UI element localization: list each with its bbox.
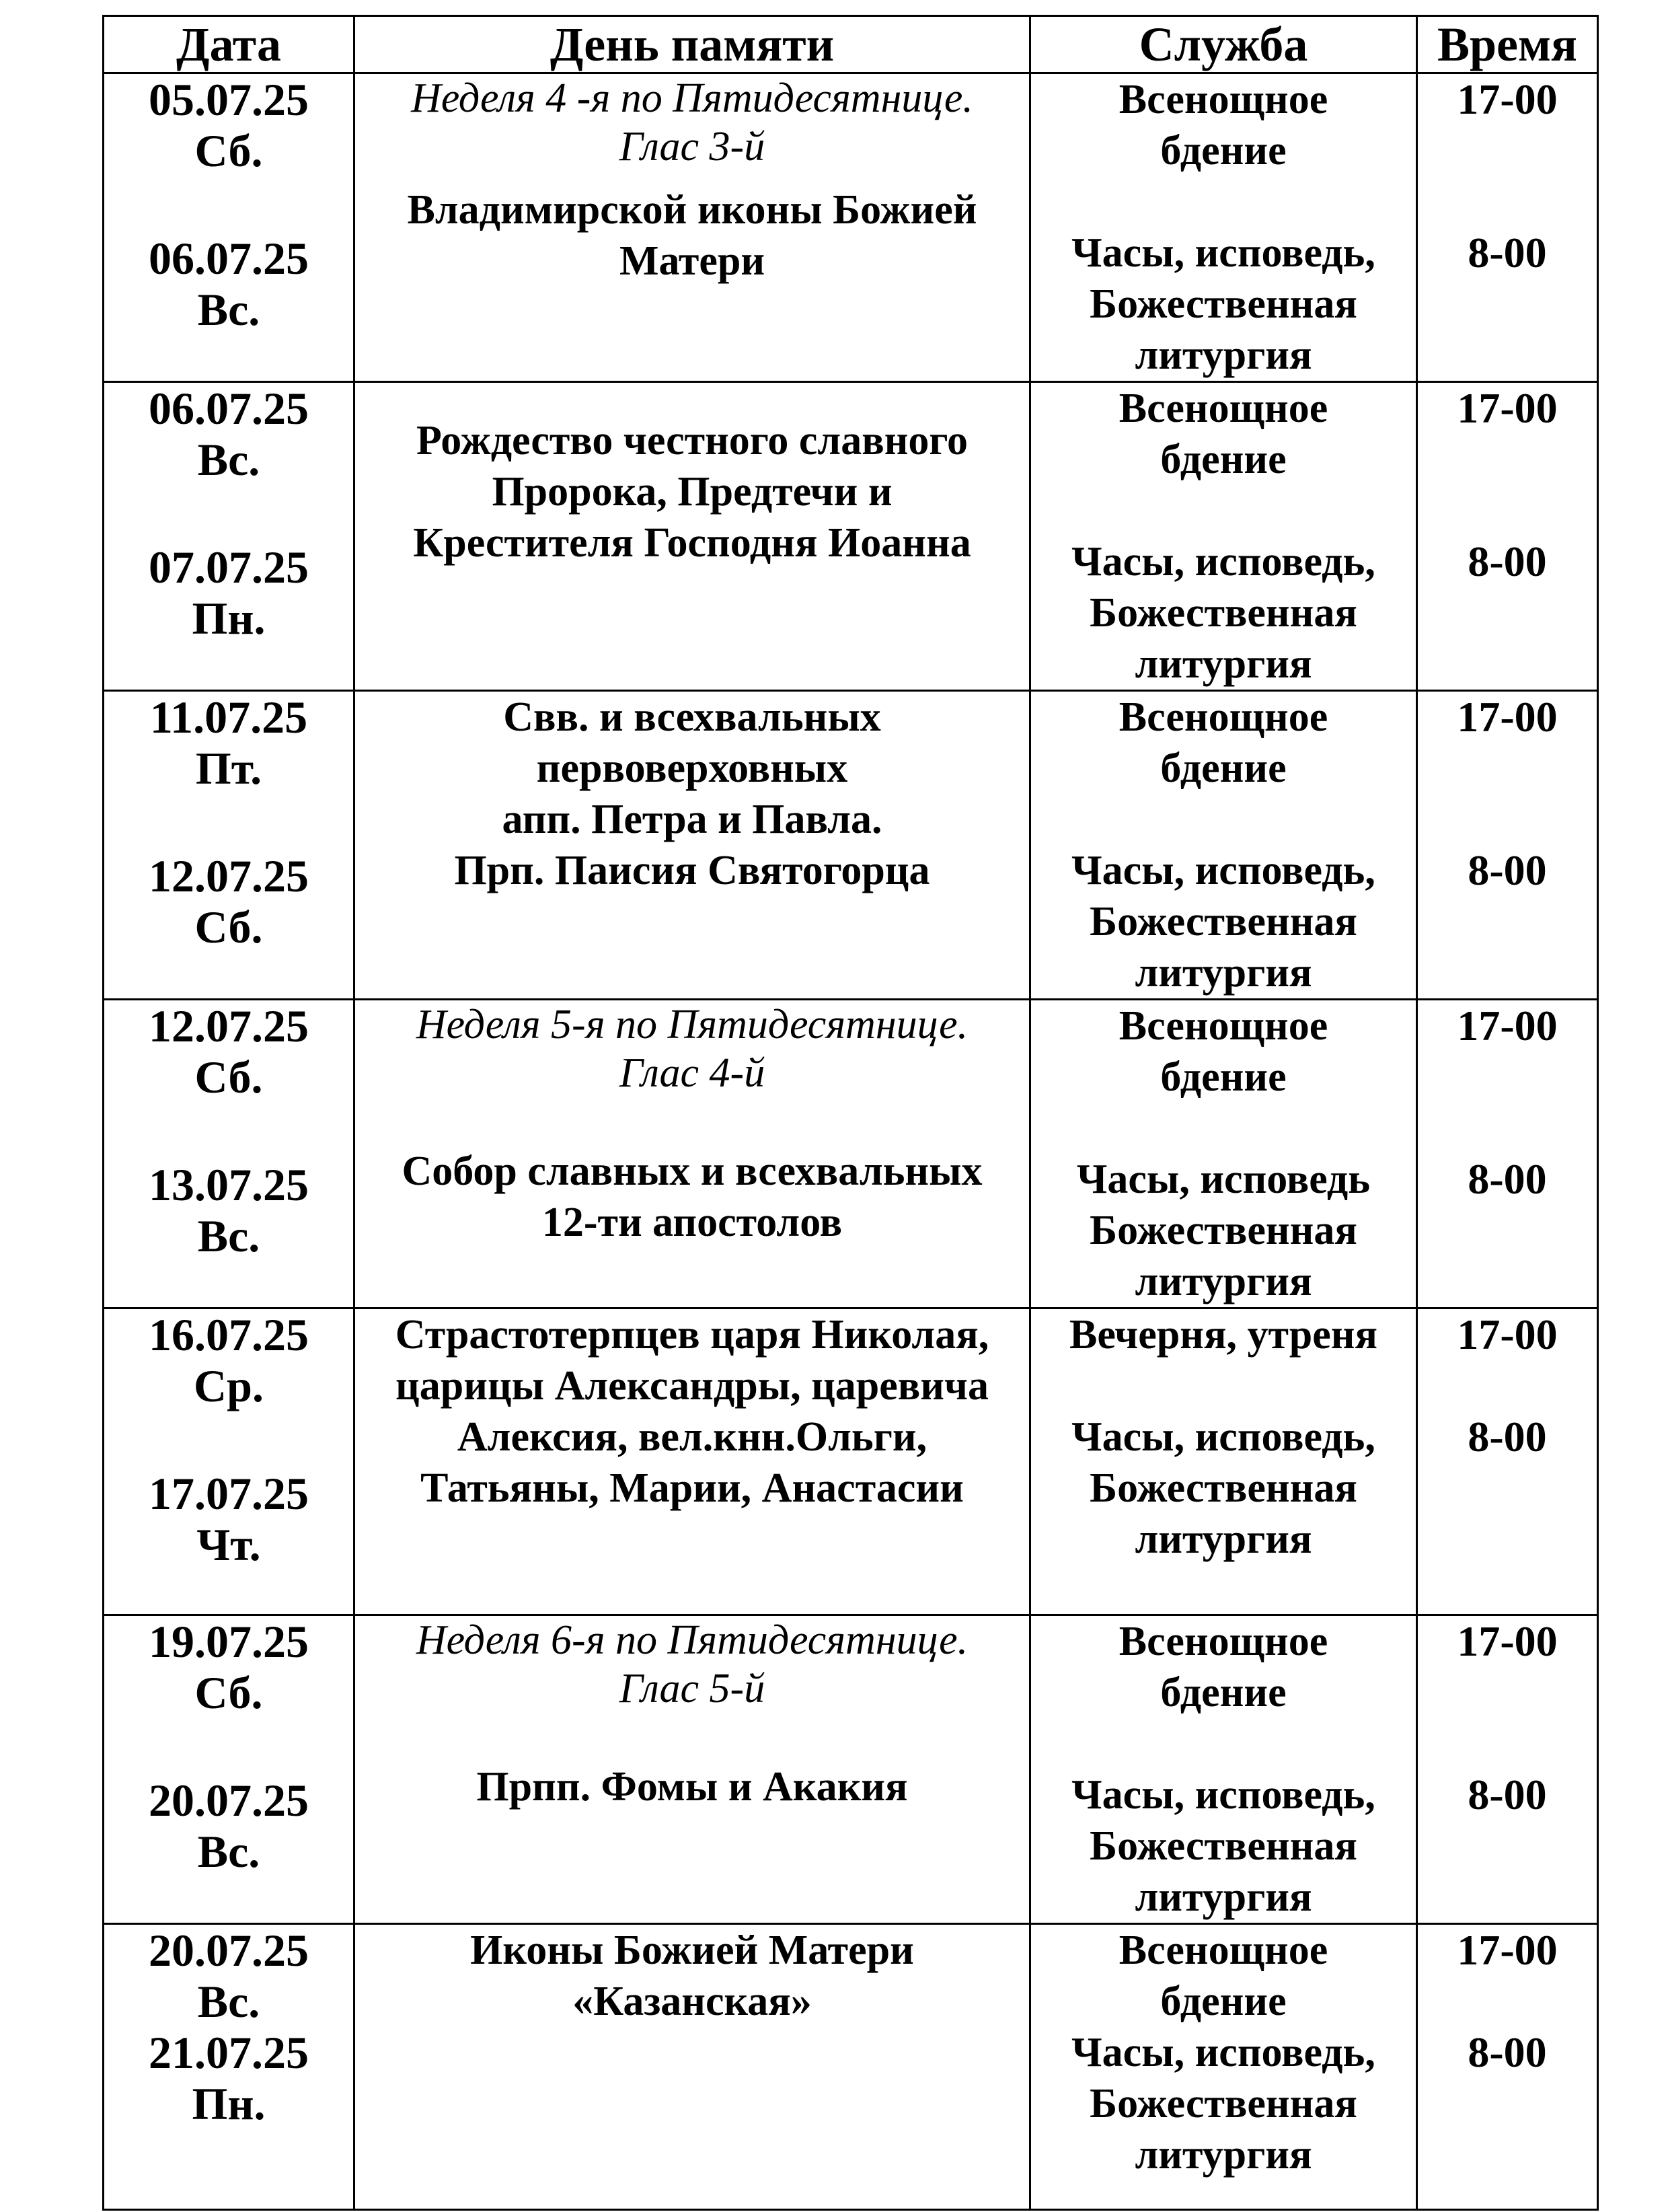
- week-note: Неделя 4 -я по Пятидесятнице.: [411, 75, 973, 121]
- spacer: [1031, 1360, 1416, 1411]
- date-cell: [104, 73, 354, 382]
- weekday-value: Чт.: [196, 1519, 261, 1570]
- date-value: 06.07.25: [149, 233, 309, 284]
- service-morning: Божественная: [1090, 899, 1357, 945]
- spacer: [1418, 1360, 1597, 1411]
- weekday-value: Сб.: [194, 901, 263, 953]
- table-row: [104, 1000, 1598, 1308]
- service-morning: Божественная: [1090, 2081, 1357, 2127]
- time-cell: [1417, 1615, 1598, 1924]
- table-row: [104, 1308, 1598, 1615]
- date-value: 19.07.25: [149, 1616, 309, 1667]
- spacer: [355, 1097, 1029, 1146]
- weekday-value: Ср.: [194, 1360, 264, 1411]
- day-cell: [354, 1308, 1030, 1615]
- weekday-value: Вс.: [197, 434, 260, 485]
- weekday-value: Пт.: [195, 743, 262, 794]
- feast-name: Иконы Божией Матери: [470, 1927, 914, 1973]
- feast-name: царицы Александры, царевича: [395, 1363, 989, 1409]
- time-morning: 8-00: [1468, 538, 1547, 585]
- date-value: 17.07.25: [149, 1468, 309, 1519]
- service-morning: литургия: [1135, 2132, 1312, 2178]
- date-value: 21.07.25: [149, 2027, 309, 2078]
- day-cell: [354, 1000, 1030, 1308]
- date-cell: [104, 691, 354, 1000]
- date-cell: [104, 1615, 354, 1924]
- service-evening: Вечерня, утреня: [1069, 1312, 1378, 1358]
- date-value: 20.07.25: [149, 1925, 309, 1976]
- table-row: [104, 1615, 1598, 1924]
- service-evening: бдение: [1160, 745, 1287, 791]
- feast-name: Собор славных и всехвальных: [402, 1148, 983, 1194]
- service-evening: бдение: [1160, 1670, 1287, 1716]
- service-cell: [1030, 1615, 1417, 1924]
- time-cell: [1417, 73, 1598, 382]
- date-value: 16.07.25: [149, 1309, 309, 1360]
- feast-name: апп. Петра и Павла.: [502, 797, 882, 842]
- spacer: [1418, 434, 1597, 536]
- time-morning: 8-00: [1468, 1771, 1547, 1818]
- time-morning: 8-00: [1468, 846, 1547, 894]
- weekday-value: Вс.: [197, 1210, 260, 1261]
- date-cell: [104, 1000, 354, 1308]
- table-row: [104, 382, 1598, 691]
- service-morning: Часы, исповедь,: [1071, 2030, 1375, 2075]
- spacer: [1031, 176, 1416, 227]
- service-morning: Часы, исповедь,: [1071, 539, 1375, 585]
- date-value: 20.07.25: [149, 1775, 309, 1826]
- date-value: 12.07.25: [149, 850, 309, 901]
- feast-name: Татьяны, Марии, Анастасии: [420, 1465, 964, 1511]
- date-value: 11.07.25: [149, 692, 308, 743]
- service-evening: Всенощное: [1119, 694, 1328, 740]
- table-row: [104, 73, 1598, 382]
- feast-name: Прп. Паисия Святогорца: [454, 848, 930, 893]
- date-cell: [104, 1308, 354, 1615]
- spacer: [1418, 1052, 1597, 1154]
- feast-name: Пророка, Предтечи и: [492, 469, 893, 515]
- service-morning: Часы, исповедь,: [1071, 848, 1375, 893]
- week-note: Неделя 5-я по Пятидесятнице.: [416, 1002, 969, 1047]
- spacer: [1418, 125, 1597, 227]
- feast-name: «Казанская»: [572, 1979, 812, 2024]
- header-day: День памяти: [354, 16, 1030, 73]
- service-morning: Божественная: [1090, 590, 1357, 636]
- service-morning: литургия: [1135, 332, 1312, 378]
- service-morning: литургия: [1135, 950, 1312, 996]
- feast-name: Прпп. Фомы и Акакия: [476, 1764, 908, 1810]
- weekday-value: Вс.: [197, 284, 260, 335]
- service-morning: Часы, исповедь,: [1071, 230, 1375, 276]
- date-gap: [104, 1103, 353, 1159]
- header-service: Служба: [1030, 16, 1417, 73]
- week-note: Глас 4-й: [619, 1050, 765, 1096]
- spacer: [355, 383, 1029, 415]
- date-value: 07.07.25: [149, 542, 309, 593]
- spacer: [1031, 485, 1416, 536]
- time-morning: 8-00: [1468, 2028, 1547, 2076]
- feast-name: Страстотерпцев царя Николая,: [395, 1312, 989, 1358]
- date-cell: [104, 1924, 354, 2210]
- date-value: 06.07.25: [149, 383, 309, 434]
- day-cell: [354, 1924, 1030, 2210]
- date-gap: [104, 485, 353, 542]
- date-cell: [104, 382, 354, 691]
- time-cell: [1417, 1308, 1598, 1615]
- time-evening: 17-00: [1457, 384, 1558, 432]
- feast-name: Алексия, вел.кнн.Ольги,: [457, 1414, 927, 1460]
- table-row: [104, 691, 1598, 1000]
- service-morning: литургия: [1135, 641, 1312, 687]
- service-morning: Божественная: [1090, 1208, 1357, 1253]
- time-cell: [1417, 691, 1598, 1000]
- spacer: [355, 1713, 1029, 1761]
- weekday-value: Пн.: [192, 593, 266, 644]
- spacer: [1418, 743, 1597, 845]
- service-morning: Часы, исповедь,: [1071, 1772, 1375, 1818]
- time-morning: 8-00: [1468, 229, 1547, 276]
- service-morning: Часы, исповедь: [1076, 1156, 1371, 1202]
- service-evening: бдение: [1160, 1054, 1287, 1100]
- weekday-value: Сб.: [194, 1052, 263, 1103]
- spacer: [1418, 1667, 1597, 1769]
- service-evening: Всенощное: [1119, 1927, 1328, 1973]
- service-cell: [1030, 1308, 1417, 1615]
- spacer: [1418, 1976, 1597, 2027]
- feast-name: Рождество честного славного: [416, 418, 969, 464]
- date-value: 12.07.25: [149, 1000, 309, 1052]
- schedule-table: [102, 15, 1599, 2211]
- weekday-value: Сб.: [194, 125, 263, 176]
- feast-name: Матери: [619, 238, 765, 284]
- weekday-value: Сб.: [194, 1667, 263, 1718]
- feast-name: Владимирской иконы Божией: [407, 187, 977, 233]
- service-cell: [1030, 1000, 1417, 1308]
- spacer: [1031, 1718, 1416, 1769]
- service-evening: Всенощное: [1119, 77, 1328, 122]
- time-evening: 17-00: [1457, 1926, 1558, 1974]
- service-morning: литургия: [1135, 1259, 1312, 1304]
- date-gap: [104, 1411, 353, 1468]
- week-note: Глас 3-й: [619, 124, 765, 170]
- time-morning: 8-00: [1468, 1413, 1547, 1461]
- time-morning: 8-00: [1468, 1155, 1547, 1203]
- time-cell: [1417, 1000, 1598, 1308]
- table-row: [104, 1924, 1598, 2210]
- day-cell: [354, 73, 1030, 382]
- service-evening: Всенощное: [1119, 1003, 1328, 1049]
- time-evening: 17-00: [1457, 693, 1558, 741]
- date-gap: [104, 794, 353, 850]
- weekday-value: Пн.: [192, 2078, 266, 2129]
- header-date: Дата: [104, 16, 354, 73]
- week-note: Глас 5-й: [619, 1666, 765, 1711]
- week-note: Неделя 6-я по Пятидесятнице.: [416, 1617, 969, 1663]
- date-gap: [104, 1718, 353, 1775]
- feast-name: первоверховных: [536, 745, 848, 791]
- weekday-value: Вс.: [197, 1976, 260, 2027]
- feast-name: Крестителя Господня Иоанна: [413, 520, 971, 566]
- service-evening: Всенощное: [1119, 1619, 1328, 1664]
- date-value: 13.07.25: [149, 1159, 309, 1210]
- date-value: 05.07.25: [149, 74, 309, 125]
- spacer: [1031, 1103, 1416, 1154]
- day-cell: [354, 382, 1030, 691]
- header-row: [104, 16, 1598, 73]
- service-cell: [1030, 1924, 1417, 2210]
- service-morning: литургия: [1135, 1516, 1312, 1562]
- service-morning: Божественная: [1090, 1465, 1357, 1511]
- service-morning: Часы, исповедь,: [1071, 1414, 1375, 1460]
- service-morning: Божественная: [1090, 1823, 1357, 1869]
- feast-name: 12-ти апостолов: [541, 1200, 843, 1245]
- day-cell: [354, 1615, 1030, 1924]
- service-cell: [1030, 691, 1417, 1000]
- service-cell: [1030, 382, 1417, 691]
- time-evening: 17-00: [1457, 1002, 1558, 1049]
- time-evening: 17-00: [1457, 1311, 1558, 1358]
- weekday-value: Вс.: [197, 1826, 260, 1877]
- time-cell: [1417, 1924, 1598, 2210]
- day-cell: [354, 691, 1030, 1000]
- service-morning: Божественная: [1090, 281, 1357, 327]
- feast-name: Свв. и всехвальных: [503, 694, 881, 740]
- service-evening: Всенощное: [1119, 385, 1328, 431]
- time-evening: 17-00: [1457, 1617, 1558, 1665]
- service-evening: бдение: [1160, 128, 1287, 174]
- service-cell: [1030, 73, 1417, 382]
- time-cell: [1417, 382, 1598, 691]
- spacer: [1031, 794, 1416, 845]
- service-morning: литургия: [1135, 1874, 1312, 1920]
- date-gap: [104, 176, 353, 233]
- spacer: [355, 171, 1029, 184]
- header-time: Время: [1417, 16, 1598, 73]
- time-evening: 17-00: [1457, 75, 1558, 123]
- service-evening: бдение: [1160, 437, 1287, 482]
- service-evening: бдение: [1160, 1979, 1287, 2024]
